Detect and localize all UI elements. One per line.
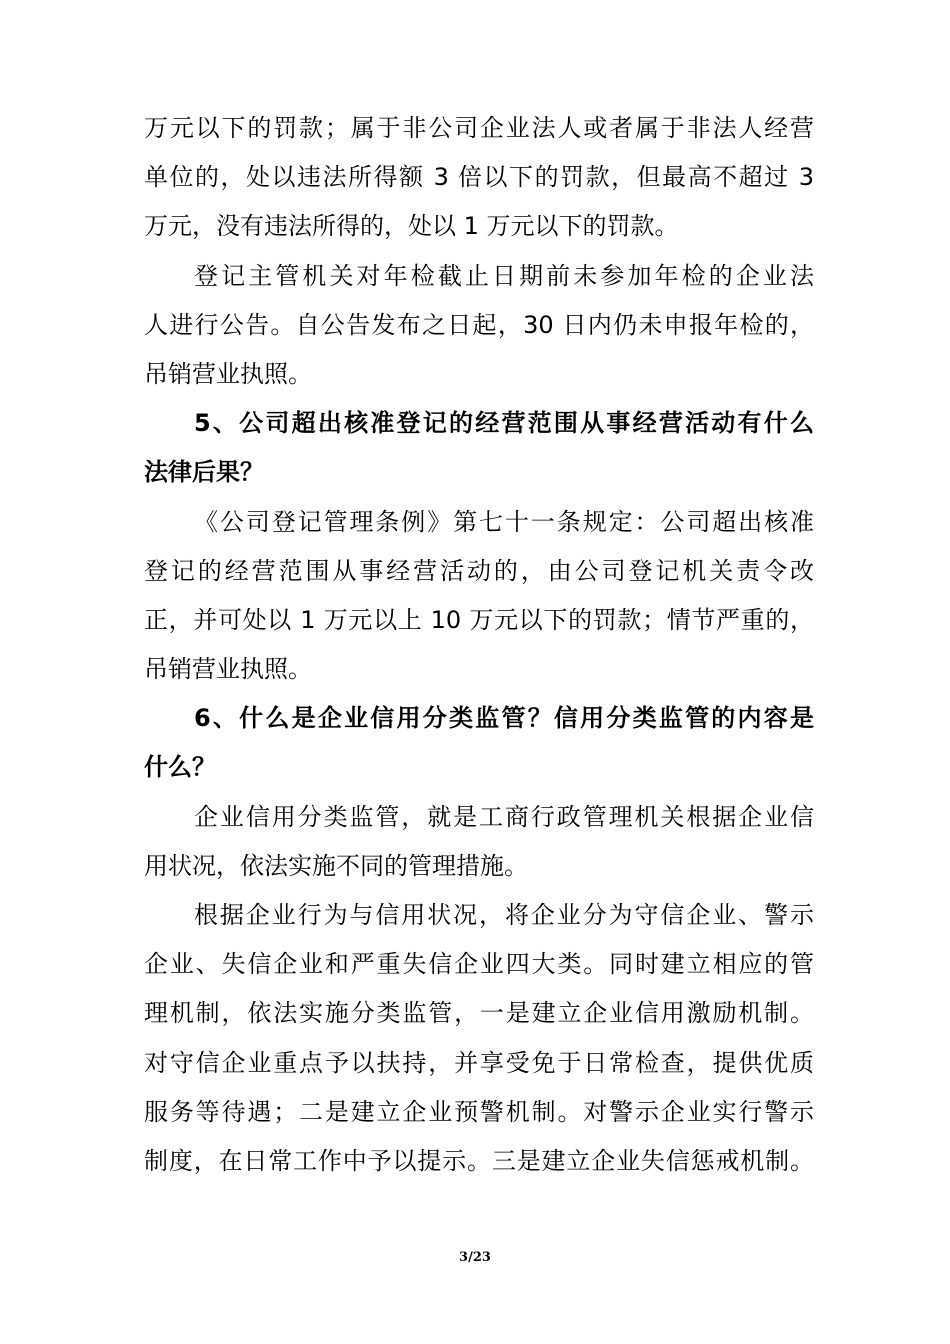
text-line: 人进行公告。自公告发布之日起，30 日内仍未申报年检的， — [144, 310, 814, 339]
text-line: 根据企业行为与信用状况，将企业分为守信企业、警示 — [194, 901, 814, 929]
text-line: 登记的经营范围从事经营活动的，由公司登记机关责令改 — [144, 556, 814, 585]
heading-line: 法律后果？ — [144, 458, 264, 487]
text-line: 对守信企业重点予以扶持，并享受免于日常检查，提供优质 — [144, 1048, 814, 1077]
paragraph — [144, 793, 814, 891]
heading-line: 什么？ — [144, 753, 216, 782]
heading-line: 5、公司超出核准登记的经营范围从事经营活动有什么 — [194, 409, 814, 438]
heading-line: 6、什么是企业信用分类监管？信用分类监管的内容是 — [194, 704, 814, 733]
question-heading — [144, 399, 814, 497]
text-line: 用状况，依法实施不同的管理措施。 — [144, 851, 528, 880]
paragraph — [144, 891, 814, 1186]
text-line: 万元，没有违法所得的，处以 1 万元以下的罚款。 — [144, 212, 679, 241]
text-line: 《公司登记管理条例》第七十一条规定：公司超出核准 — [194, 507, 814, 536]
text-line: 理机制，依法实施分类监管，一是建立企业信用激励机制。 — [144, 999, 814, 1028]
text-line: 吊销营业执照。 — [144, 359, 312, 388]
text-line: 登记主管机关对年检截止日期前未参加年检的企业法 — [194, 261, 814, 290]
text-line: 正，并可处以 1 万元以上 10 万元以下的罚款；情节严重的， — [144, 605, 814, 634]
question-heading — [144, 694, 814, 792]
text-line: 万元以下的罚款；属于非公司企业法人或者属于非法人经营 — [144, 114, 814, 142]
paragraph — [144, 252, 814, 400]
text-line: 企业、失信企业和严重失信企业四大类。同时建立相应的管 — [144, 950, 814, 979]
paragraph — [144, 498, 814, 695]
document-body — [144, 104, 814, 1186]
text-line: 制度，在日常工作中予以提示。三是建立企业失信惩戒机制。 — [144, 1146, 814, 1175]
text-line: 服务等待遇；二是建立企业预警机制。对警示企业实行警示 — [144, 1097, 814, 1126]
paragraph — [144, 104, 814, 252]
text-line: 单位的，处以违法所得额 3 倍以下的罚款，但最高不超过 3 — [144, 163, 814, 192]
page-number: 3/23 — [459, 1250, 491, 1265]
text-line: 企业信用分类监管，就是工商行政管理机关根据企业信 — [194, 802, 814, 831]
text-line: 吊销营业执照。 — [144, 655, 312, 684]
